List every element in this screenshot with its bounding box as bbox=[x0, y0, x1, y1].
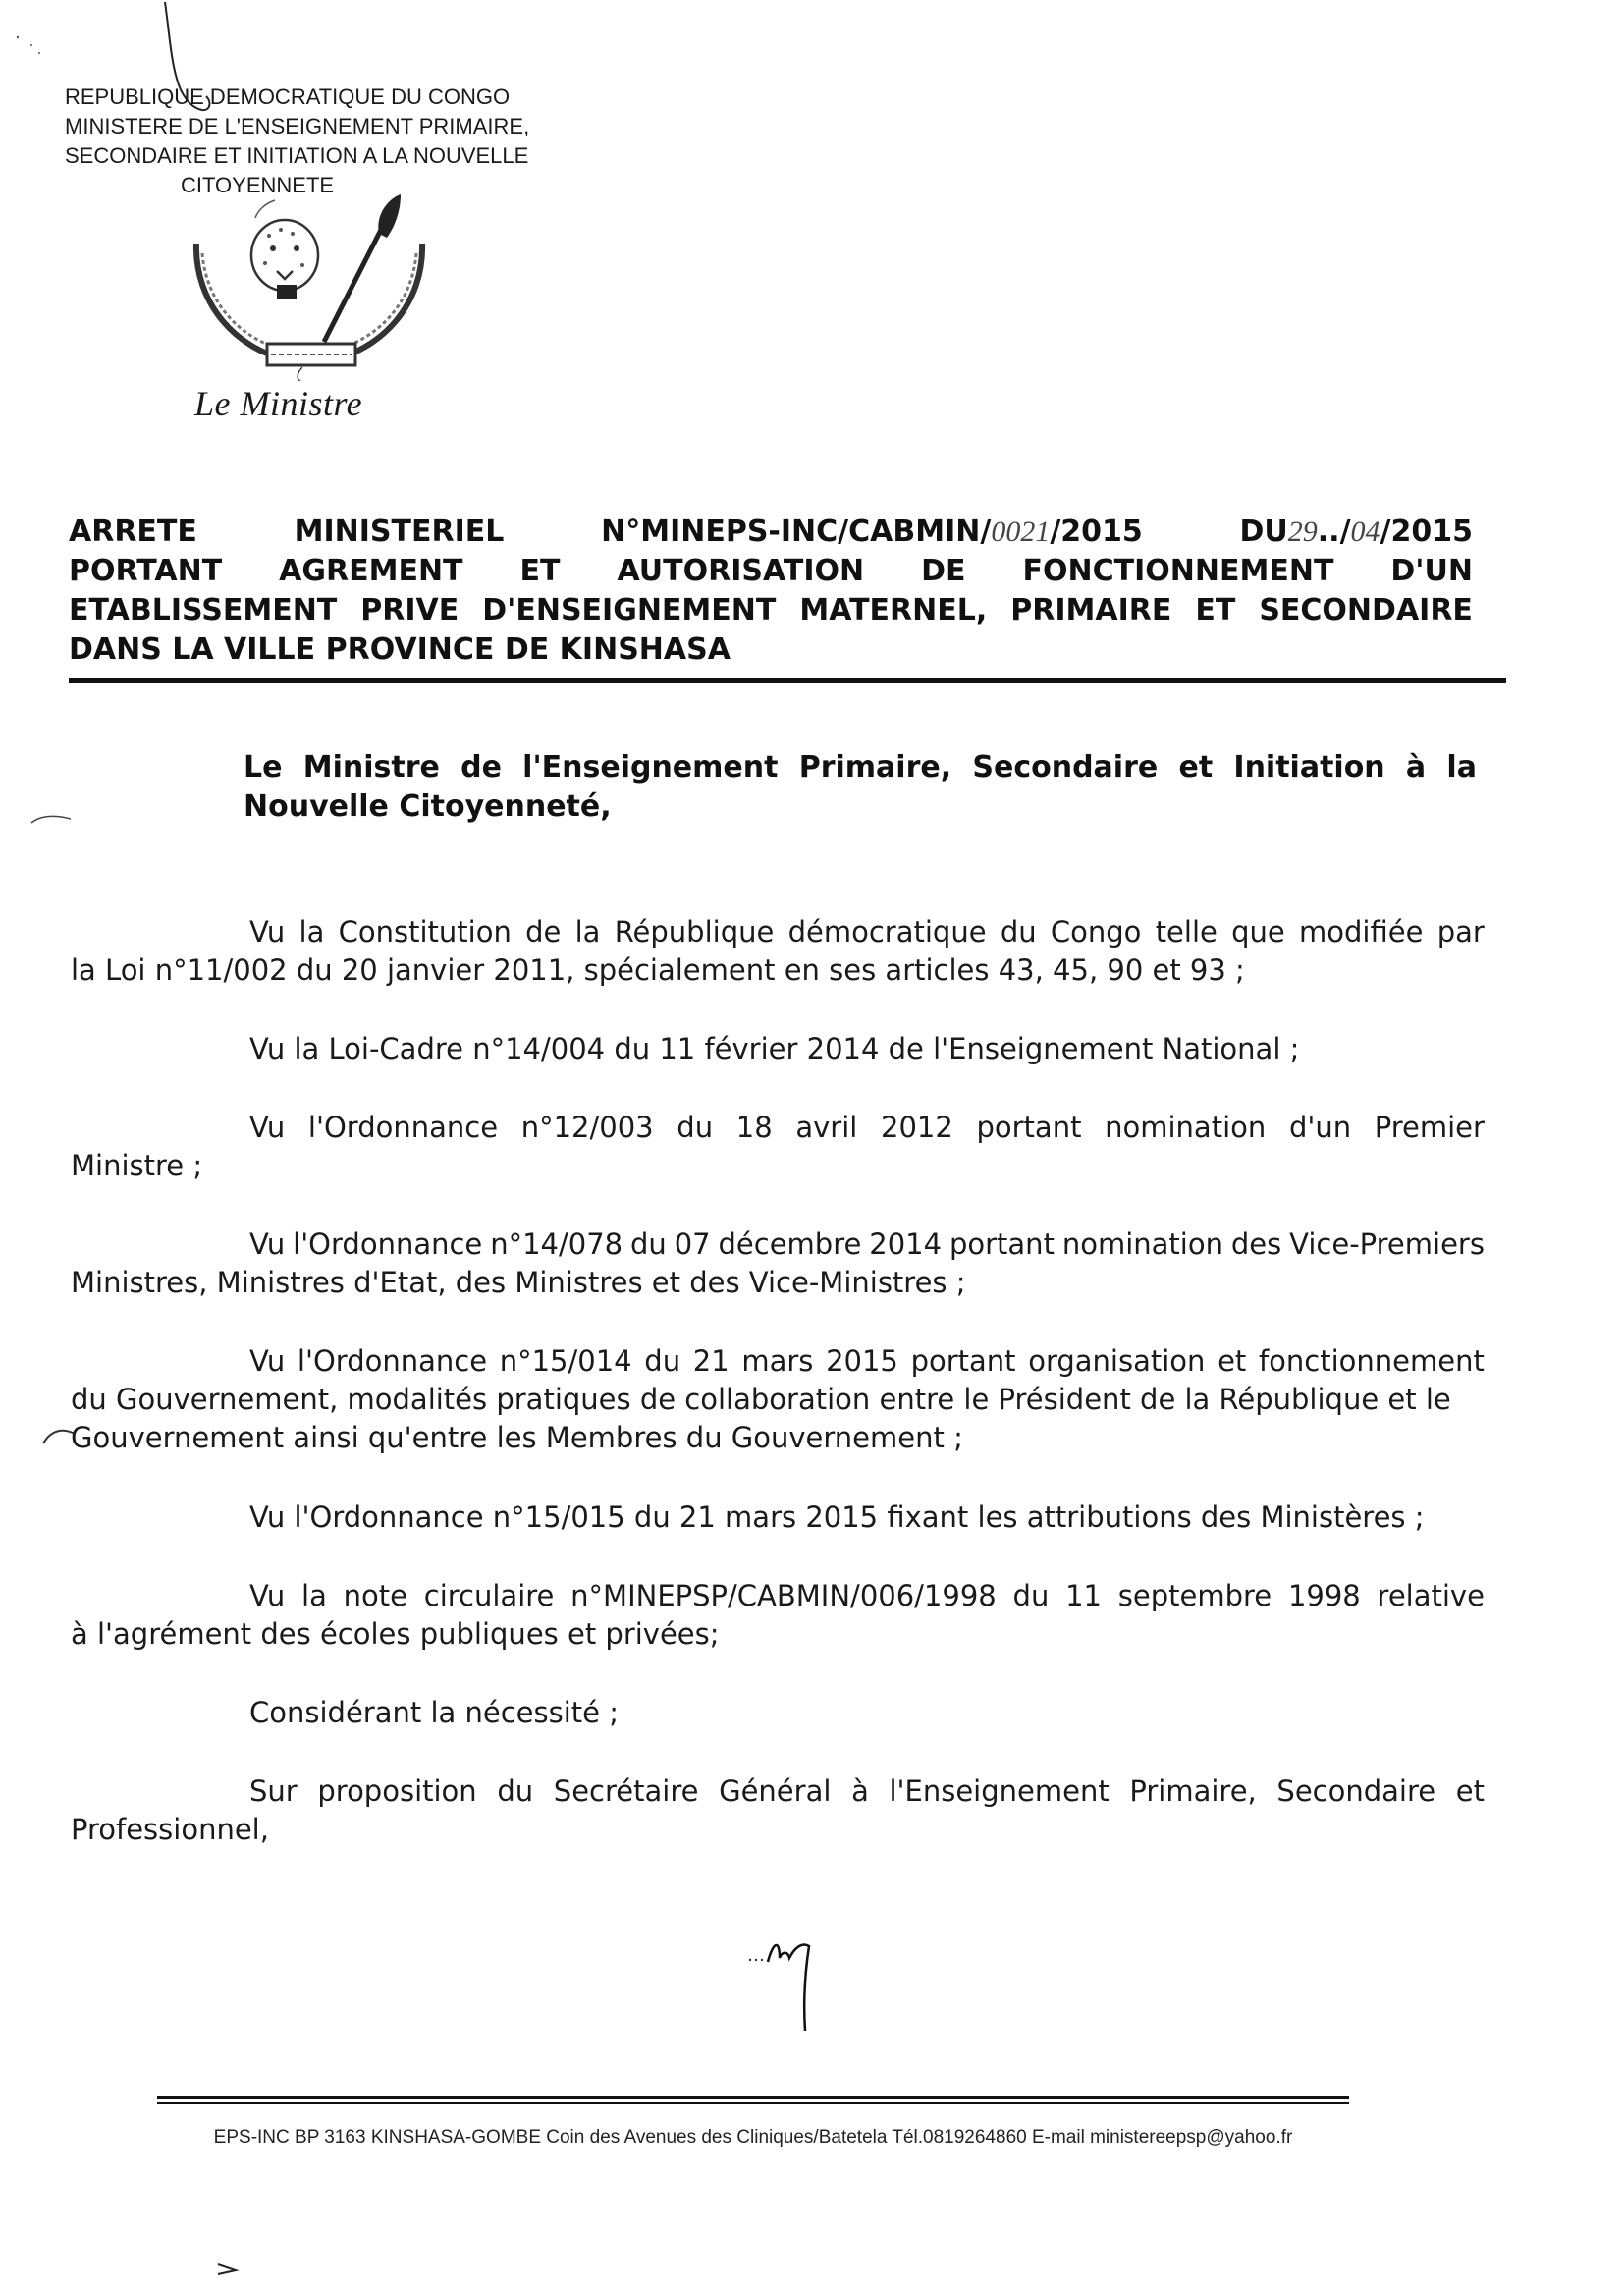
minister-signature-label: Le Ministre bbox=[194, 384, 363, 423]
decree-date: DU29../04/2015 bbox=[1239, 515, 1473, 549]
header-line-republic: REPUBLIQUE DEMOCRATIQUE DU CONGO bbox=[65, 84, 511, 109]
decree-month-handwritten: 04 bbox=[1350, 516, 1380, 548]
preamble-word: Primaire, bbox=[798, 750, 952, 785]
paragraph-loi-cadre bbox=[71, 1030, 1485, 1068]
title-word: D'ENSEIGNEMENT bbox=[482, 593, 777, 627]
paragraph-ordonnance-premier-ministre bbox=[71, 1109, 1485, 1185]
title-word: ETABLISSEMENT bbox=[69, 593, 338, 627]
paragraph-note-circulaire bbox=[71, 1577, 1485, 1654]
paragraph-attributions bbox=[71, 1498, 1485, 1537]
paragraph-first-line: Vu l'Ordonnance n°14/078 du 07 décembre 2014 portant nomination des Vice-Premiers bbox=[249, 1227, 1485, 1261]
minister-preamble bbox=[244, 748, 1477, 827]
preamble-word: Secondaire bbox=[972, 750, 1159, 785]
scan-mark-bottom-corner bbox=[214, 2260, 244, 2280]
paragraph-first-line: Vu l'Ordonnance n°12/003 du 18 avril 2012 portant nomination d'un Premier bbox=[249, 1111, 1485, 1144]
title-word: SECONDAIRE bbox=[1259, 593, 1473, 627]
title-word: AGREMENT bbox=[279, 554, 463, 588]
title-word: MINISTERIEL bbox=[294, 515, 505, 549]
title-divider bbox=[69, 678, 1506, 683]
footer-divider-thin bbox=[157, 2102, 1349, 2104]
paragraph-ordonnance-vice-premiers bbox=[71, 1225, 1485, 1302]
paragraph-first-line: Vu la Constitution de la République démocratique du Congo telle que modifiée par bbox=[249, 915, 1485, 949]
paragraph-first-line: Vu l'Ordonnance n°15/014 du 21 mars 2015 portant organisation et fonctionnement bbox=[249, 1344, 1485, 1378]
paragraph-continuation: Professionnel, bbox=[71, 1813, 269, 1846]
title-word: ET bbox=[1195, 593, 1236, 627]
title-line-4: DANS LA VILLE PROVINCE DE KINSHASA bbox=[69, 632, 731, 667]
handwritten-initials bbox=[746, 1933, 835, 2041]
decree-reference: N°MINEPS-INC/CABMIN/0021/2015 bbox=[601, 515, 1143, 549]
preamble-word: l'Enseignement bbox=[522, 750, 779, 785]
decree-number-handwritten: 0021 bbox=[991, 516, 1051, 548]
paragraph-continuation: du Gouvernement, modalités pratiques de collaboration entre le Président de la République et le bbox=[71, 1383, 1451, 1416]
paragraph-proposition bbox=[71, 1772, 1485, 1849]
decree-day-handwritten: 29 bbox=[1287, 516, 1318, 548]
paragraph-ordonnance-organisation bbox=[71, 1342, 1485, 1457]
footer-contact: EPS-INC BP 3163 KINSHASA-GOMBE Coin des Avenues des Cliniques/Batetela Tél.0819264860 E-mail ministereepsp@yahoo.fr bbox=[213, 2127, 1293, 2148]
minister-preamble-line-2: Nouvelle Citoyenneté, bbox=[244, 790, 612, 824]
paragraph-continuation: la Loi n°11/002 du 20 janvier 2011, spécialement en ses articles 43, 45, 90 et 93 ; bbox=[71, 953, 1245, 987]
title-word: ARRETE bbox=[69, 515, 197, 549]
preamble-word: à bbox=[1405, 750, 1427, 785]
title-word: PRIVE bbox=[360, 593, 460, 627]
header-line-ministry-3: CITOYENNETE bbox=[181, 173, 335, 197]
title-word: DE bbox=[921, 554, 966, 588]
coat-of-arms-icon bbox=[187, 194, 432, 381]
preamble-word: Le bbox=[244, 750, 283, 785]
title-word: PRIMAIRE bbox=[1010, 593, 1172, 627]
footer-divider bbox=[157, 2096, 1349, 2099]
paragraph-continuation: Gouvernement ainsi qu'entre les Membres du Gouvernement ; bbox=[71, 1421, 963, 1454]
preamble-word: et bbox=[1178, 750, 1214, 785]
paragraph-first-line: Vu la note circulaire n°MINEPSP/CABMIN/006/1998 du 11 septembre 1998 relative bbox=[249, 1579, 1485, 1612]
scan-mark-dots bbox=[10, 29, 49, 59]
minister-preamble-line-1 bbox=[244, 748, 1477, 788]
paragraph-single-line: Vu l'Ordonnance n°15/015 du 21 mars 2015 fixant les attributions des Ministères ; bbox=[249, 1500, 1425, 1534]
paragraph-continuation: Ministres, Ministres d'Etat, des Ministres et des Vice-Ministres ; bbox=[71, 1266, 966, 1299]
scan-mark-tick-left bbox=[27, 805, 77, 835]
title-word: PORTANT bbox=[69, 554, 223, 588]
header-line-ministry-2: SECONDAIRE ET INITIATION A LA NOUVELLE bbox=[65, 143, 529, 168]
header-line-ministry: MINISTERE DE L'ENSEIGNEMENT PRIMAIRE, bbox=[65, 114, 530, 138]
title-word: FONCTIONNEMENT bbox=[1022, 554, 1334, 588]
preamble-word: la bbox=[1446, 750, 1477, 785]
title-word: D'UN bbox=[1390, 554, 1473, 588]
title-word: MATERNEL, bbox=[799, 593, 988, 627]
paragraph-single-line: Considérant la nécessité ; bbox=[249, 1696, 619, 1729]
title-line-3 bbox=[69, 591, 1473, 630]
preamble-word: Ministre bbox=[302, 750, 440, 785]
title-word: AUTORISATION bbox=[617, 554, 865, 588]
preamble-word: de bbox=[460, 750, 502, 785]
paragraph-constitution bbox=[71, 913, 1485, 990]
title-line-1 bbox=[69, 513, 1473, 552]
paragraph-single-line: Vu la Loi-Cadre n°14/004 du 11 février 2014 de l'Enseignement National ; bbox=[249, 1032, 1300, 1065]
paragraph-continuation: Ministre ; bbox=[71, 1149, 203, 1182]
paragraph-first-line: Sur proposition du Secrétaire Général à l'Enseignement Primaire, Secondaire et bbox=[249, 1774, 1485, 1808]
paragraph-continuation: à l'agrément des écoles publiques et privées; bbox=[71, 1617, 720, 1651]
title-line-2 bbox=[69, 552, 1473, 591]
decree-title bbox=[69, 513, 1473, 670]
header-block bbox=[65, 82, 654, 200]
preamble-word: Initiation bbox=[1233, 750, 1385, 785]
title-word: ET bbox=[519, 554, 561, 588]
paragraph-considerant bbox=[71, 1694, 1485, 1732]
